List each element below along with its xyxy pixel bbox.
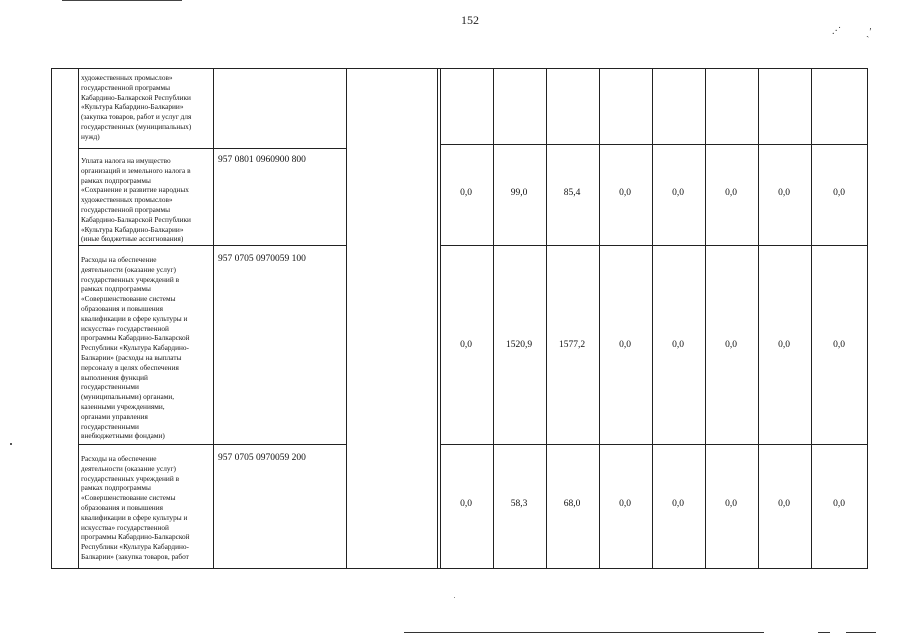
table-border [51, 568, 868, 569]
table-border [51, 68, 868, 69]
top-rule [62, 0, 182, 1]
table-border [437, 68, 438, 569]
value-cell: 0,0 [778, 340, 790, 350]
value-cell: 0,0 [460, 340, 472, 350]
scan-mark: ˏ′ [866, 27, 872, 38]
budget-code: 957 0705 0970059 100 [218, 254, 306, 264]
value-cell: 58,3 [510, 499, 528, 509]
table-border [440, 144, 868, 145]
value-cell: 1520,9 [505, 340, 533, 350]
value-cell: 0,0 [672, 499, 684, 509]
table-border [440, 245, 868, 246]
value-cell: 0,0 [725, 499, 737, 509]
budget-code: 957 0801 0960900 800 [218, 155, 306, 165]
row-description: Расходы на обеспечение деятельности (оказание услуг) государственных учреждений в рамках подпрограммы «Совершенствование системы образования и повышения квалификации в сфере культуры и искусства» государственной программы Кабардино-Балкарской Республики «Культура Кабардино- Балкарии» (закупка товаров, работ [81, 454, 190, 561]
value-cell: 85,4 [563, 188, 581, 198]
table-border [213, 68, 214, 569]
value-cell: 0,0 [619, 499, 631, 509]
value-cell: 0,0 [833, 499, 845, 509]
footer-rule [818, 632, 830, 633]
footer-rule [846, 632, 876, 633]
value-cell: 0,0 [460, 188, 472, 198]
table-border [346, 68, 347, 569]
table-border [51, 68, 52, 569]
value-cell: 68,0 [563, 499, 581, 509]
value-cell: 0,0 [833, 340, 845, 350]
budget-code: 957 0705 0970059 200 [218, 453, 306, 463]
value-cell: 0,0 [725, 188, 737, 198]
row-description: Уплата налога на имущество организаций и земельного налога в рамках подпрограммы «Сохранение и развитие народных художественных промыслов» государственной программы Кабардино-Балкарской Республики «Культура Кабардино-Балкарии» (иные бюджетные ассигнования) [81, 156, 191, 244]
footer-rule [404, 632, 764, 633]
value-cell: 0,0 [672, 340, 684, 350]
table-border [78, 68, 79, 569]
value-cell: 99,0 [510, 188, 528, 198]
value-cell: 0,0 [619, 340, 631, 350]
value-cell: 0,0 [778, 188, 790, 198]
value-cell: 0,0 [619, 188, 631, 198]
scan-dot [454, 597, 455, 598]
value-cell: 0,0 [833, 188, 845, 198]
page-number: 152 [461, 13, 479, 27]
table-border [78, 148, 346, 149]
value-cell: 0,0 [778, 499, 790, 509]
table-border [78, 444, 346, 445]
value-cell: 0,0 [725, 340, 737, 350]
row-description: художественных промыслов» государственной программы Кабардино-Балкарской Республики «Культура Кабардино-Балкарии» (закупка товаров, работ и услуг для государственных (муниципальных) нужд) [81, 73, 192, 141]
value-cell: 1577,2 [558, 340, 586, 350]
scan-dot [10, 443, 12, 445]
value-cell: 0,0 [460, 499, 472, 509]
budget-table [51, 68, 868, 569]
row-description: Расходы на обеспечение деятельности (оказание услуг) государственных учреждений в рамках подпрограммы «Совершенствование системы образования и повышения квалификации в сфере культуры и искусства» государственной программы Кабардино-Балкарской Республики «Культура Кабардино- Балкарии» (расходы на выплаты персоналу в целях обеспечения выполнения функций государственными (муниципальными) органами, казенными учреждениями, органами управления государственными внебюджетными фондами) [81, 255, 190, 441]
scan-mark: .·˙ [832, 26, 842, 37]
value-cell: 0,0 [672, 188, 684, 198]
table-border [440, 444, 868, 445]
table-border [78, 245, 346, 246]
